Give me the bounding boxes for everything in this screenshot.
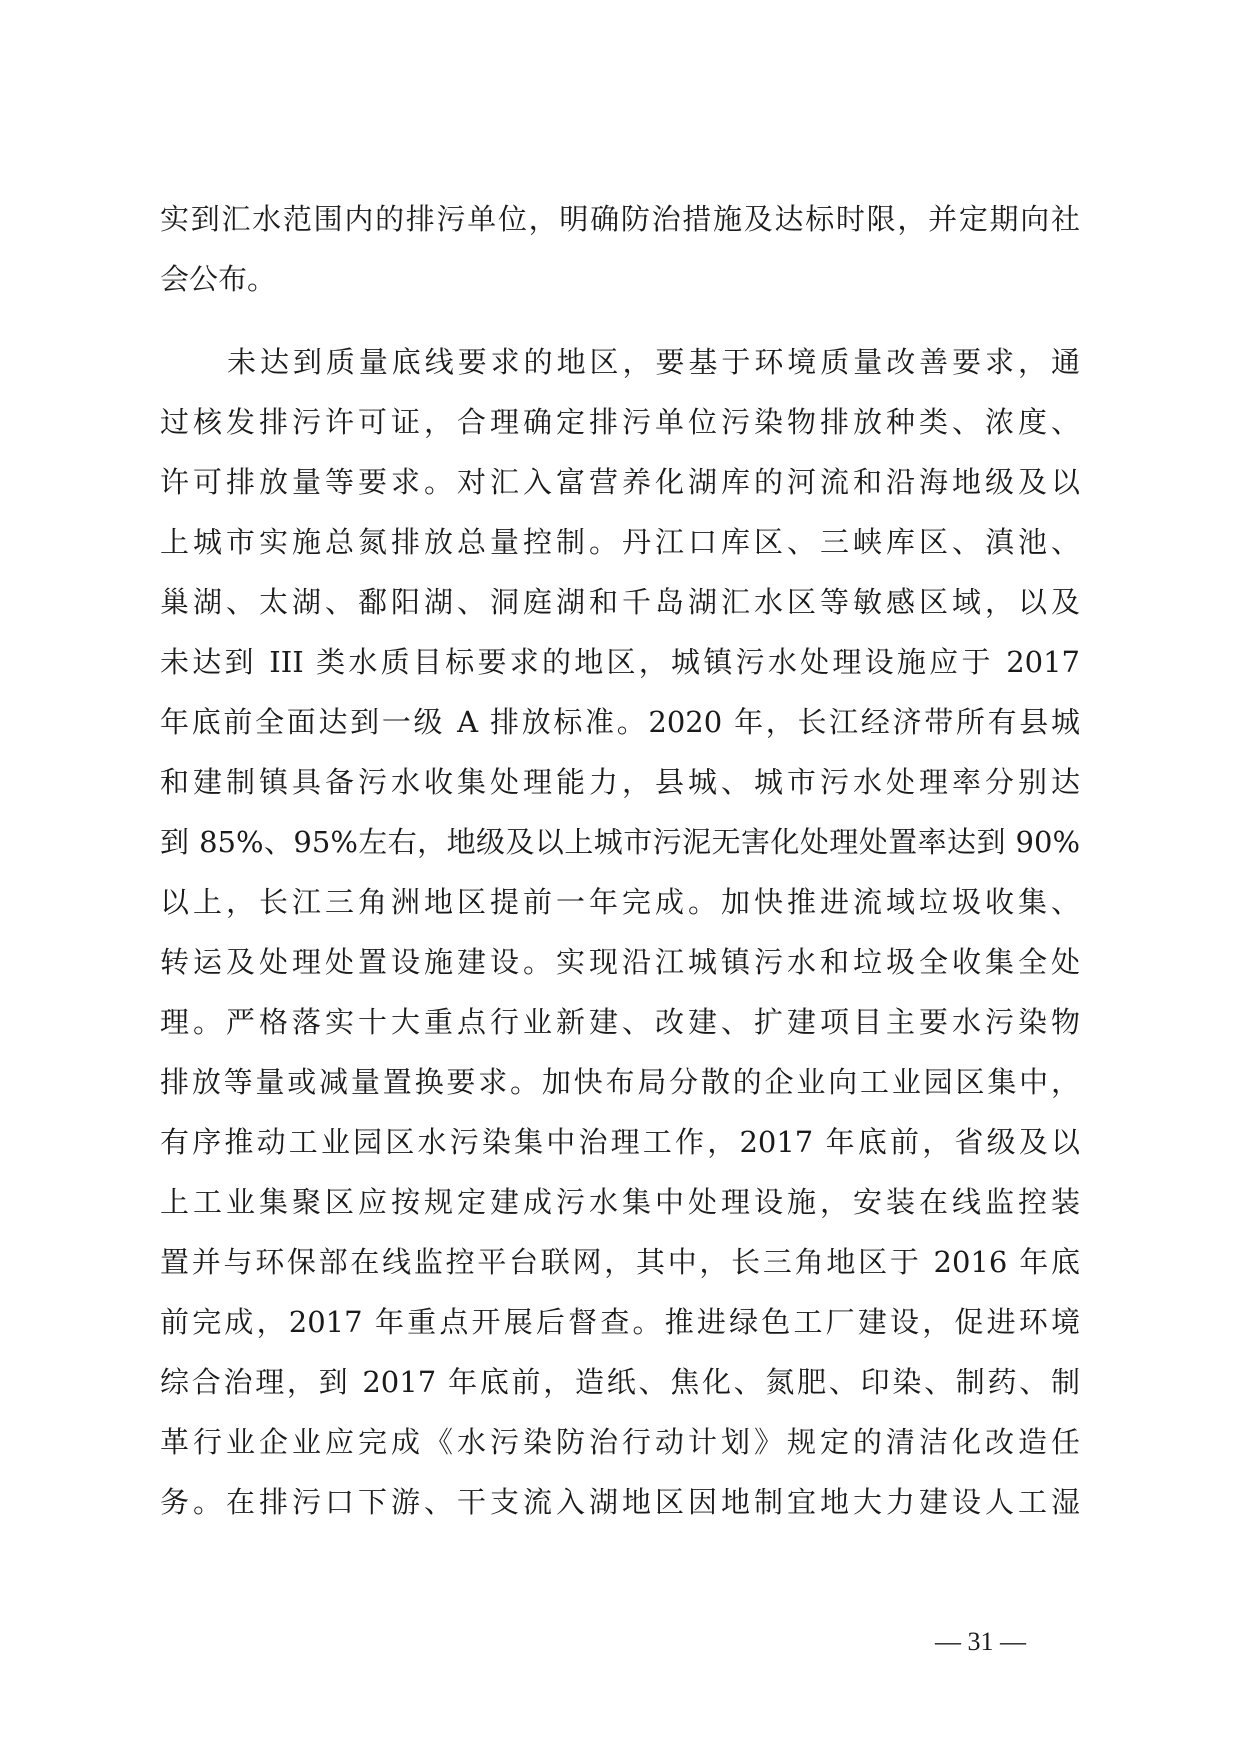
page-number: — 31 — [935, 1627, 1026, 1656]
text-line: 许可排放量等要求。对汇入富营养化湖库的河流和沿海地级及以 [160, 465, 1080, 499]
text-line: 实到汇水范围内的排污单位，明确防治措施及达标时限，并定期向社 [160, 202, 1080, 236]
text-line: 以上，长江三角洲地区提前一年完成。加快推进流域垃圾收集、 [160, 885, 1080, 919]
text-line: 排放等量或减量置换要求。加快布局分散的企业向工业园区集中， [160, 1065, 1080, 1099]
text-line: 上工业集聚区应按规定建成污水集中处理设施，安装在线监控装 [160, 1185, 1080, 1219]
text-line: 和建制镇具备污水收集处理能力，县城、城市污水处理率分别达 [160, 765, 1080, 799]
text-line: 到 85%、95%左右，地级及以上城市污泥无害化处理处置率达到 90% [160, 825, 1080, 859]
paragraph-gap [160, 309, 1080, 332]
text-line: 上城市实施总氮排放总量控制。丹江口库区、三峡库区、滇池、 [160, 525, 1080, 559]
text-line: 过核发排污许可证，合理确定排污单位污染物排放种类、浓度、 [160, 405, 1080, 439]
text-line: 有序推动工业园区水污染集中治理工作，2017 年底前，省级及以 [160, 1125, 1080, 1159]
text-line: 前完成，2017 年重点开展后督查。推进绿色工厂建设，促进环境 [160, 1305, 1080, 1339]
text-line: 年底前全面达到一级 A 排放标准。2020 年，长江经济带所有县城 [160, 705, 1080, 739]
text-line: 转运及处理处置设施建设。实现沿江城镇污水和垃圾全收集全处 [160, 945, 1080, 979]
text-line: 务。在排污口下游、干支流入湖地区因地制宜地大力建设人工湿 [160, 1485, 1080, 1519]
text-line: 理。严格落实十大重点行业新建、改建、扩建项目主要水污染物 [160, 1005, 1080, 1039]
text-line: 会公布。 [160, 262, 277, 296]
text-line: 巢湖、太湖、鄱阳湖、洞庭湖和千岛湖汇水区等敏感区域，以及 [160, 585, 1080, 619]
text-line: 未达到质量底线要求的地区，要基于环境质量改善要求，通 [227, 345, 1080, 379]
text-line: 置并与环保部在线监控平台联网，其中，长三角地区于 2016 年底 [160, 1245, 1080, 1279]
text-line: 未达到 III 类水质目标要求的地区，城镇污水处理设施应于 2017 [160, 645, 1080, 679]
text-line: 综合治理，到 2017 年底前，造纸、焦化、氮肥、印染、制药、制 [160, 1365, 1080, 1399]
body-text [160, 189, 1080, 1532]
text-line: 革行业企业应完成《水污染防治行动计划》规定的清洁化改造任 [160, 1425, 1080, 1459]
